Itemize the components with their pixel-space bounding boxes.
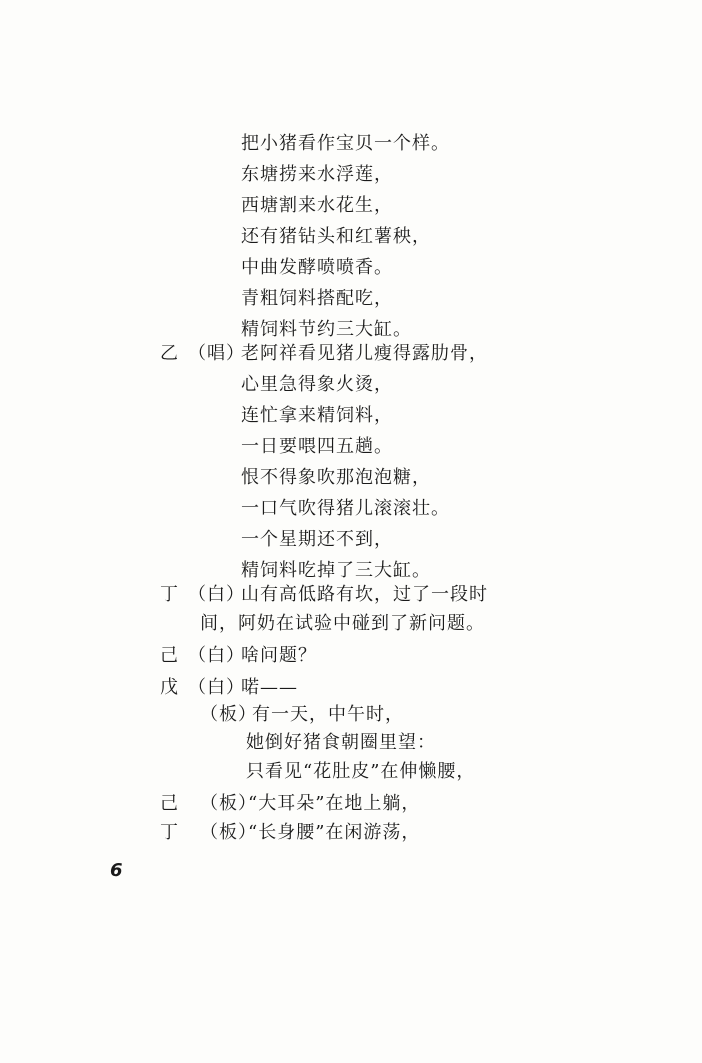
verse-line-12: 恨不得象吹那泡泡糖，: [241, 467, 431, 488]
mode-sing: （唱）: [188, 343, 245, 364]
speaker-wu: 戊: [160, 677, 178, 698]
verse-line-3: 西塘割来水花生，: [241, 195, 393, 216]
verse-line-10: 连忙拿来精饲料，: [241, 405, 393, 426]
verse-line-7: 精饲料节约三大缸。: [241, 319, 412, 340]
verse-line-13: 一口气吹得猪儿滚滚壮。: [241, 498, 450, 519]
verse-line-24: “长身腰”在闲游荡，: [248, 822, 421, 843]
speaker-yi: 乙: [160, 343, 178, 364]
mode-ban: （板）: [200, 822, 257, 843]
mode-speak: （白）: [188, 645, 245, 666]
speaker-ding: 丁: [160, 822, 178, 843]
verse-line-4: 还有猪钻头和红薯秧，: [241, 226, 431, 247]
speaker-ji: 己: [160, 793, 178, 814]
verse-line-23: “大耳朵”在地上躺，: [248, 793, 421, 814]
verse-line-2: 东塘捞来水浮莲，: [241, 164, 393, 185]
verse-line-6: 青粗饲料搭配吃，: [241, 288, 393, 309]
verse-line-11: 一日要喂四五趟。: [241, 436, 393, 457]
dialogue-line-18: 啥问题？: [241, 645, 317, 666]
verse-line-15: 精饲料吃掉了三大缸。: [241, 560, 431, 581]
page-number: 6: [110, 860, 123, 881]
speaker-ding: 丁: [160, 584, 178, 605]
verse-line-22: 只看见“花肚皮”在伸懒腰，: [246, 761, 476, 782]
verse-line-1: 把小猪看作宝贝一个样。: [241, 133, 450, 154]
verse-line-8: 老阿祥看见猪儿瘦得露肋骨，: [241, 343, 488, 364]
dialogue-line-16: 山有高低路有坎，过了一段时: [241, 584, 488, 605]
verse-line-9: 心里急得象火烫，: [241, 374, 393, 395]
verse-line-5: 中曲发酵喷喷香。: [241, 257, 393, 278]
verse-line-21: 她倒好猪食朝圈里望：: [246, 732, 436, 753]
mode-ban: （板）: [200, 704, 257, 725]
speaker-ji: 己: [160, 645, 178, 666]
mode-speak: （白）: [188, 677, 245, 698]
verse-line-14: 一个星期还不到，: [241, 529, 393, 550]
dialogue-line-19: 喏——: [241, 677, 298, 698]
dialogue-line-17: 间，阿奶在试验中碰到了新问题。: [200, 613, 485, 634]
mode-ban: （板）: [200, 793, 257, 814]
mode-speak: （白）: [188, 584, 245, 605]
verse-line-20: 有一天，中午时，: [252, 704, 404, 725]
